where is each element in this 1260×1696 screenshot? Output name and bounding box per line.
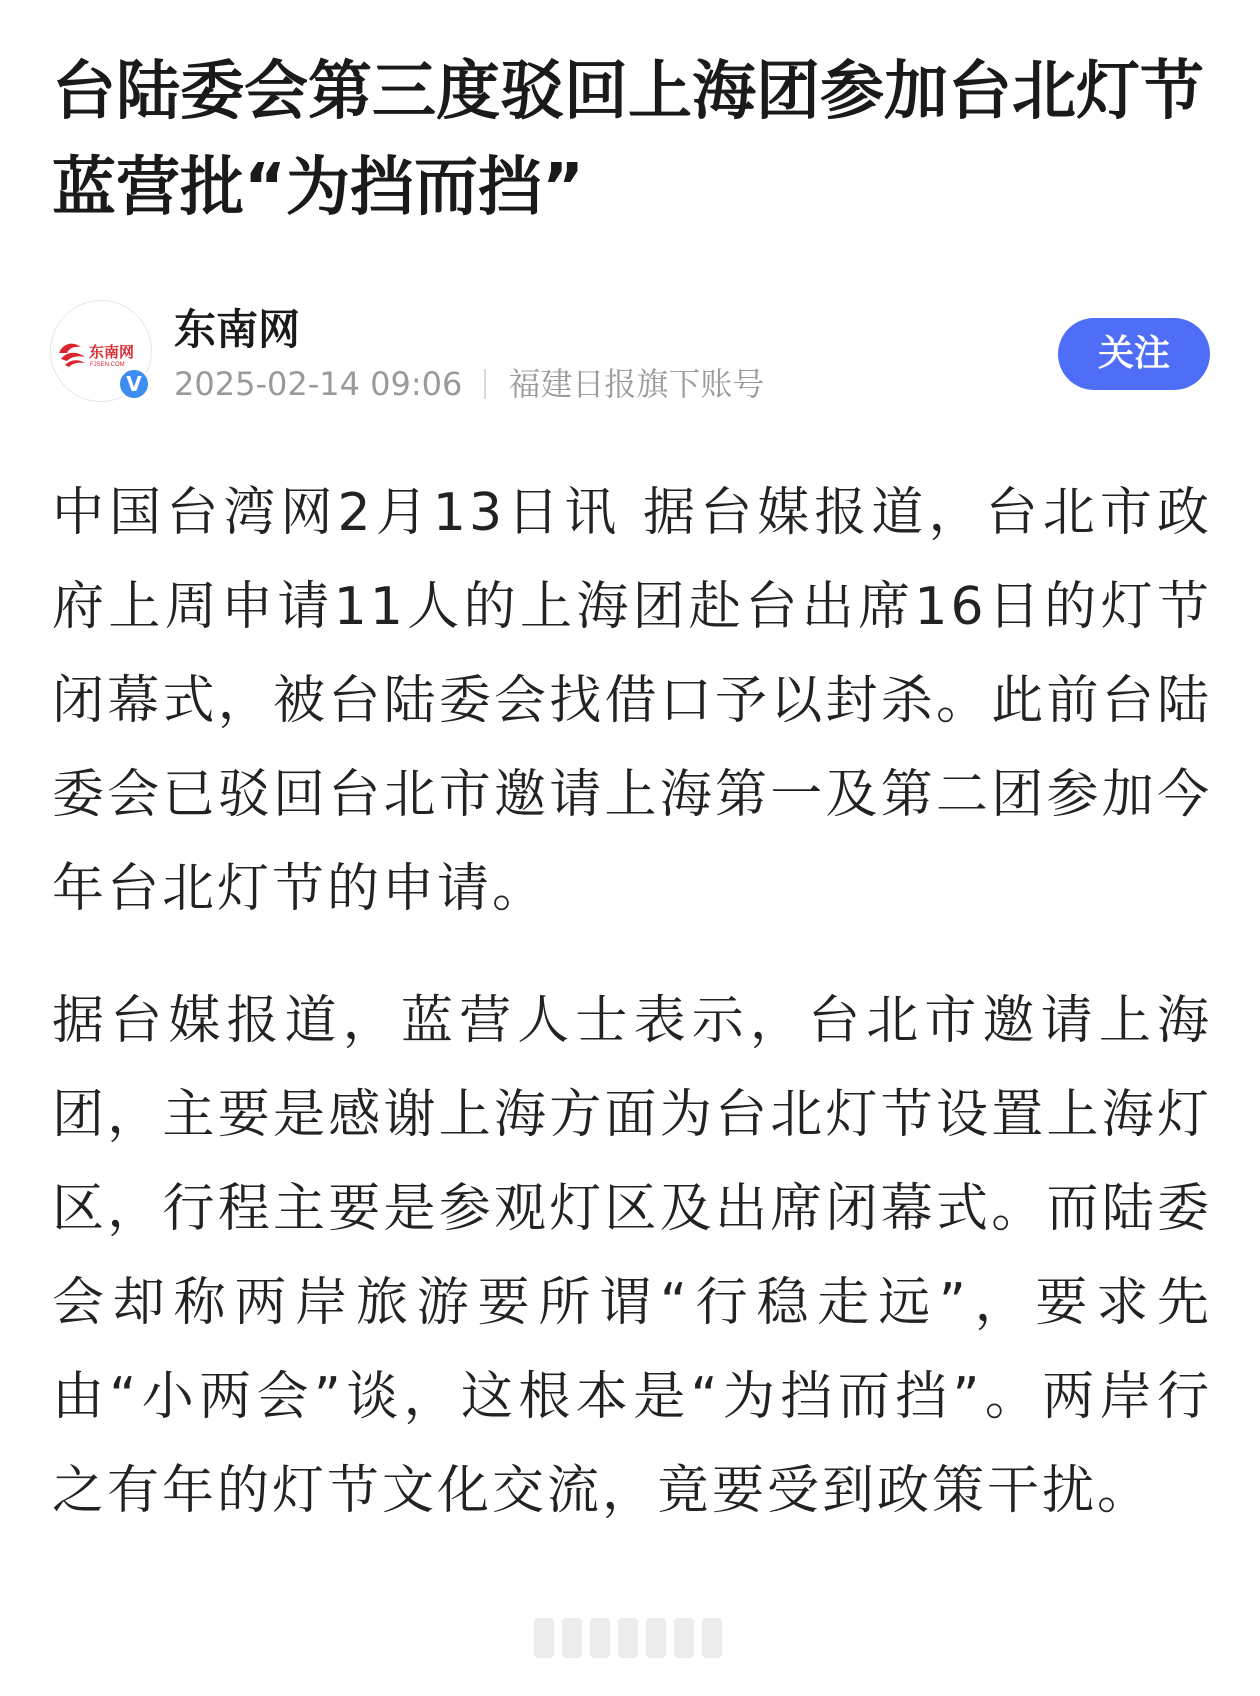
logo-text: 东南网: [89, 344, 135, 361]
author-meta: [174, 362, 764, 406]
follow-button[interactable]: 关注: [1058, 318, 1210, 390]
author-name[interactable]: 东南网: [174, 305, 301, 354]
dongnanwang-logo-icon: [57, 337, 149, 369]
article-paragraph: 中国台湾网2月13日讯 据台媒报道，台北市政府上周申请11人的上海团赴台出席16日的灯节闭幕式，被台陆委会找借口予以封杀。此前台陆委会已驳回台北市邀请上海第一及第二团参加今年台北灯节的申请。: [52, 483, 1212, 919]
watermark-icon: [530, 1610, 740, 1666]
verified-badge-icon: V: [117, 367, 151, 401]
author-affiliation: 福建日报旗下账号: [508, 365, 765, 403]
logo-subtext: FJSEN.COM: [90, 362, 125, 368]
meta-divider: [484, 369, 486, 399]
author-bar: [50, 300, 1210, 410]
article-body: [52, 466, 1212, 1576]
publish-time: 2025-02-14 09:06: [174, 365, 463, 403]
article-paragraph: 据台媒报道，蓝营人士表示，台北市邀请上海团，主要是感谢上海方面为台北灯节设置上海灯区，行程主要是参观灯区及出席闭幕式。而陆委会却称两岸旅游要所谓“行稳走远”，要求先由“小两会”谈，这根本是“为挡而挡”。两岸行之有年的灯节文化交流，竟要受到政策干扰。: [52, 991, 1212, 1521]
article-title: 台陆委会第三度驳回上海团参加台北灯节 蓝营批“为挡而挡”: [52, 55, 1204, 225]
author-avatar[interactable]: [50, 300, 152, 402]
